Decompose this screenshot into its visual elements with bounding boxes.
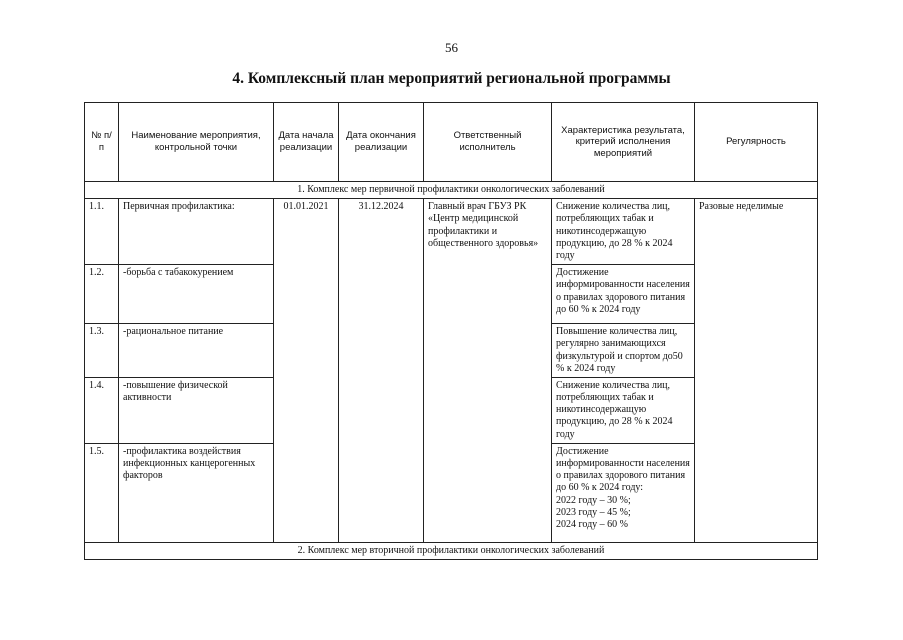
- group-row-secondary: [85, 542, 818, 559]
- group-title-secondary: 2. Комплекс мер вторичной профилактики онкологических заболеваний: [85, 542, 818, 559]
- group-row-primary: [85, 182, 818, 199]
- column-header-name: Наименование мероприятия, контрольной точки: [119, 103, 274, 182]
- column-header-regularity: Регулярность: [695, 103, 818, 182]
- row-number: 1.4.: [85, 377, 119, 443]
- row-name: Первичная профилактика:: [119, 199, 274, 265]
- row-name: -борьба с табакокурением: [119, 265, 274, 324]
- section-title: 4. Комплексный план мероприятий региональной программы: [232, 70, 671, 87]
- row-criteria: Снижение количества лиц, потребляющих табак и никотинсодержащую продукцию, до 28 % к 2024 году: [552, 199, 695, 265]
- table-header-row: [85, 103, 818, 182]
- row-name: -профилактика воздействия инфекционных канцерогенных факторов: [119, 443, 274, 542]
- criteria-line: 2023 году – 45 %;: [556, 506, 631, 518]
- criteria-line: 2024 году – 60 %: [556, 518, 628, 530]
- row-criteria: [552, 443, 695, 542]
- program-plan-table: [84, 102, 818, 560]
- column-header-start-date: Дата начала реализации: [274, 103, 339, 182]
- row-criteria: Повышение количества лиц, регулярно занимающихся физкультурой и спортом до50 % к 2024 году: [552, 324, 695, 378]
- row-name: -рациональное питание: [119, 324, 274, 378]
- row-number: 1.5.: [85, 443, 119, 542]
- row-criteria: Достижение информированности населения о правилах здорового питания до 60 % к 2024 году: [552, 265, 695, 324]
- table-row: [85, 199, 818, 265]
- group-title-primary: 1. Комплекс мер первичной профилактики онкологических заболеваний: [85, 182, 818, 199]
- row-number: 1.3.: [85, 324, 119, 378]
- criteria-line: 2022 году – 30 %;: [556, 494, 631, 506]
- page-number: 56: [445, 40, 458, 55]
- column-header-end-date: Дата окончания реализации: [339, 103, 424, 182]
- executor-cell: Главный врач ГБУЗ РК «Центр медицинской профилактики и общественного здоровья»: [424, 199, 552, 543]
- row-criteria: Снижение количества лиц, потребляющих табак и никотинсодержащую продукцию, до 28 % к 2024 году: [552, 377, 695, 443]
- regularity-cell: Разовые неделимые: [695, 199, 818, 543]
- column-header-number: № п/п: [85, 103, 119, 182]
- end-date-cell: 31.12.2024: [339, 199, 424, 543]
- row-name: -повышение физической активности: [119, 377, 274, 443]
- row-number: 1.1.: [85, 199, 119, 265]
- criteria-line: Достижение информированности населения о правилах здорового питания до 60 % к 2024 году:: [556, 445, 690, 494]
- start-date-cell: 01.01.2021: [274, 199, 339, 543]
- column-header-executor: Ответственный исполнитель: [424, 103, 552, 182]
- row-number: 1.2.: [85, 265, 119, 324]
- column-header-criteria: Характеристика результата, критерий исполнения мероприятий: [552, 103, 695, 182]
